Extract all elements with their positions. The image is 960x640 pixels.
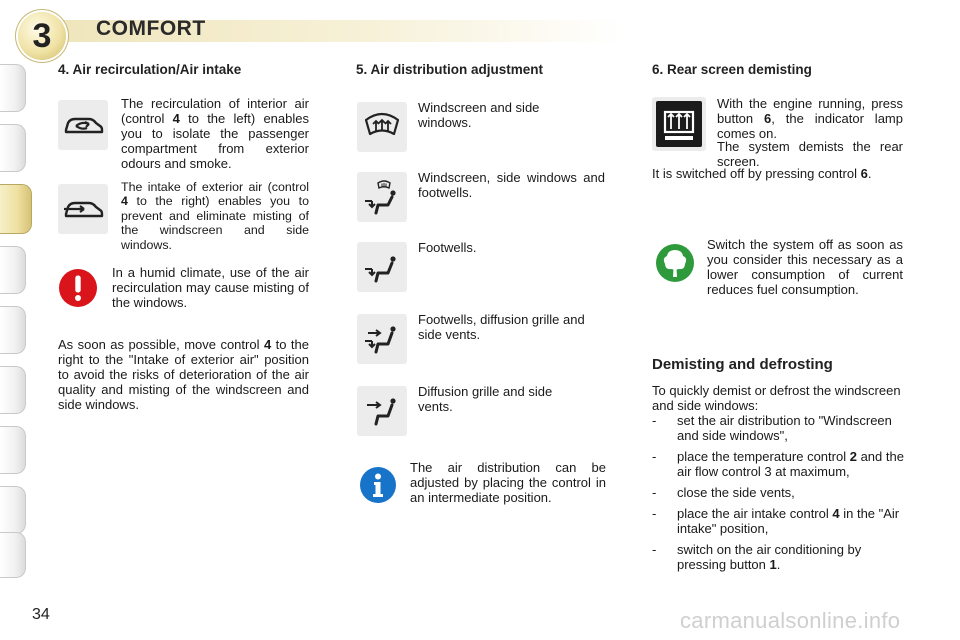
list-item: - switch on the air conditioning by pressing button 1. [652, 542, 862, 572]
demisting-defrosting-heading: Demisting and defrosting [652, 356, 833, 373]
rear-screen-button-frame [652, 97, 706, 151]
section-heading-air-recirculation: 4. Air recirculation/Air intake [58, 62, 242, 77]
rear-demist-system-text: The system demists the rear screen. [717, 139, 903, 169]
footwell-face-vent-icon [357, 314, 407, 364]
rear-screen-demist-icon [656, 101, 702, 147]
list-item: - place the temperature control 2 and the air flow control 3 at maximum, [652, 449, 904, 479]
eco-advice-text: Switch the system off as soon as you consider this necessary as a lower consumption of current reduces fuel consumption. [707, 237, 903, 297]
chapter-tab-7[interactable] [0, 426, 26, 474]
section-heading-air-distribution: 5. Air distribution adjustment [356, 62, 544, 77]
car-air-intake-icon [58, 184, 108, 234]
page-number: 34 [32, 606, 50, 623]
chapter-tab-9[interactable] [0, 532, 26, 578]
rear-demist-off-text: It is switched off by pressing control 6. [652, 166, 872, 181]
demisting-intro: To quickly demist or defrost the windscreen and side windows: [652, 383, 901, 413]
chapter-tab-4[interactable] [0, 246, 26, 294]
chapter-tab-6[interactable] [0, 366, 26, 414]
distribution-label-windscreen: Windscreen and side windows. [418, 100, 540, 130]
chapter-tab-strip [0, 64, 30, 578]
info-icon [359, 466, 397, 504]
intermediate-position-info: The air distribution can be adjusted by placing the control in an intermediate position. [410, 460, 606, 505]
recirculation-description: The recirculation of interior air (control 4 to the left) enables you to isolate the passenger compartment from exterior odours and smoke. [121, 96, 309, 171]
footwell-icon [357, 242, 407, 292]
distribution-label-windscreen-footwells: Windscreen, side windows and footwells. [418, 170, 605, 200]
section-heading-rear-screen: 6. Rear screen demisting [652, 62, 812, 77]
chapter-tab-1[interactable] [0, 64, 26, 112]
distribution-label-footwells: Footwells. [418, 240, 477, 255]
list-item: - place the air intake control 4 in the "Air intake" position, [652, 506, 900, 536]
chapter-number-badge: 3 [18, 12, 66, 60]
distribution-label-grille-vents: Diffusion grille and side vents. [418, 384, 553, 414]
demisting-steps-list [652, 413, 910, 578]
distribution-label-footwells-grille-vents: Footwells, diffusion grille and side vents. [418, 312, 585, 342]
chapter-tab-5[interactable] [0, 306, 26, 354]
exclamation-icon [58, 268, 98, 308]
tree-eco-icon [655, 243, 695, 283]
air-intake-description: The intake of exterior air (control 4 to the right) enables you to prevent and eliminate misting of the windscreen and side windows. [121, 180, 309, 252]
watermark: carmanualsonline.info [680, 608, 901, 633]
chapter-tab-8[interactable] [0, 486, 26, 534]
chapter-title: COMFORT [96, 17, 206, 40]
air-quality-advice: As soon as possible, move control 4 to the right to the "Intake of exterior air" position to avoid the risks of deterioration of the air quality and misting of the windscreen and side windows. [58, 337, 309, 412]
car-recirculation-icon [58, 100, 108, 150]
chapter-tab-3-active[interactable] [0, 184, 32, 234]
list-item: - close the side vents, [652, 485, 795, 500]
windscreen-demist-icon [357, 102, 407, 152]
face-vent-icon [357, 386, 407, 436]
list-item: - set the air distribution to "Windscreen and side windows", [652, 413, 892, 443]
chapter-tab-2[interactable] [0, 124, 26, 172]
rear-demist-engine-running: With the engine running, press button 6, the indicator lamp comes on. [717, 96, 903, 141]
windscreen-footwell-icon [357, 172, 407, 222]
humid-climate-warning: In a humid climate, use of the air recirculation may cause misting of the windows. [112, 265, 309, 310]
